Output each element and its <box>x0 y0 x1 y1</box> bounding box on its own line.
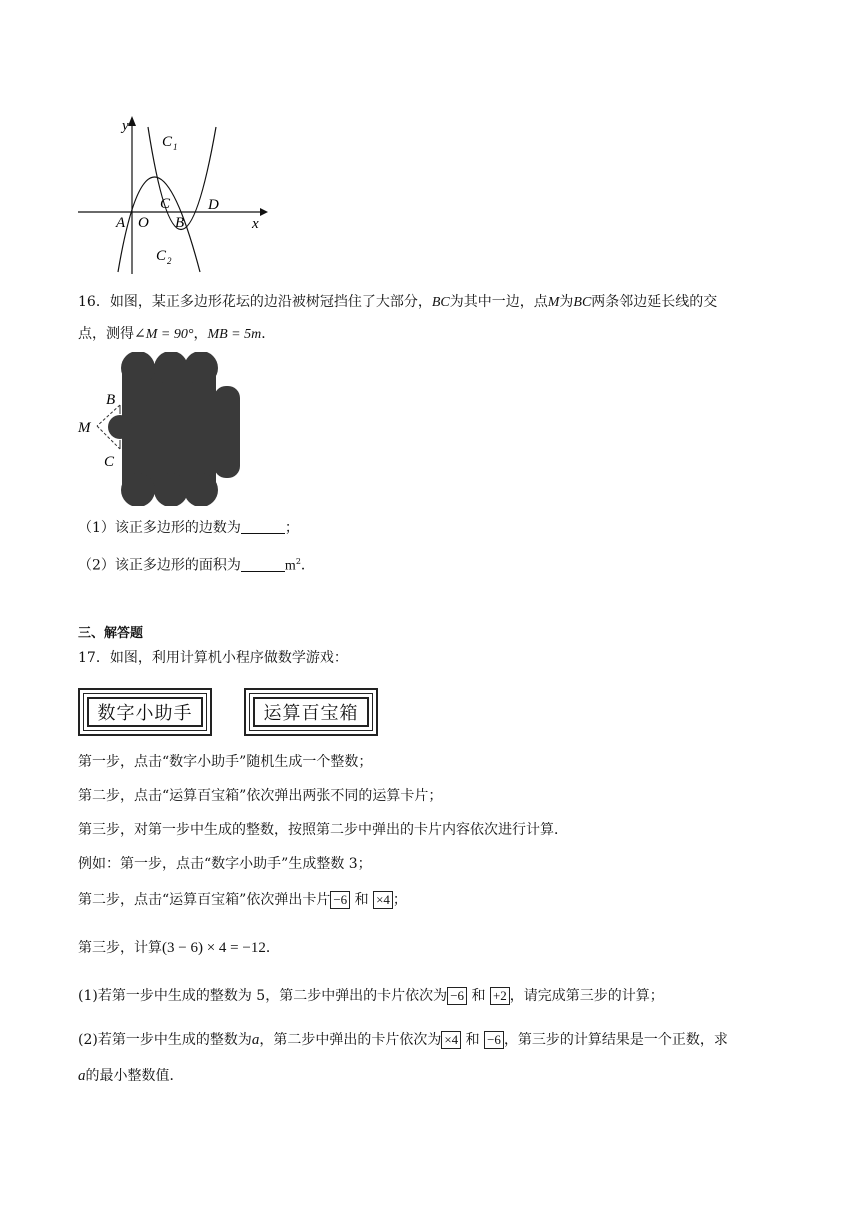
variable-a: a <box>251 1032 260 1048</box>
y-axis-arrow <box>128 116 136 126</box>
segment-bc-2: BC <box>573 295 592 310</box>
x-axis-arrow <box>260 208 268 216</box>
q17-intro: 17．如图，利用计算机小程序做数学游戏： <box>78 650 348 666</box>
variable-a-2: a <box>78 1068 86 1084</box>
segment-bc: BC <box>431 295 450 310</box>
c2-label: C <box>156 248 167 264</box>
q17-example3: 第三步，计算(3 − 6) × 4 = −12． <box>78 940 280 956</box>
example-expression: (3 − 6) × 4 = −12 <box>162 940 266 956</box>
answer-blank-1[interactable] <box>241 519 285 534</box>
fig-label-m: M <box>78 420 91 436</box>
point-d-label: D <box>208 197 219 213</box>
card-times-4: ×4 <box>373 891 393 909</box>
c1-label: C <box>162 134 173 150</box>
x-label: x <box>252 216 259 232</box>
q16-sub2: （2）该正多边形的面积为 $m^2$． <box>78 557 315 574</box>
q17-example1: 例如：第一步，点击“数字小助手”生成整数 3； <box>78 856 372 872</box>
q17-part2-line2: a的最小整数值． <box>78 1068 184 1084</box>
tree-crown <box>108 352 240 506</box>
card-minus-6-p2: −6 <box>484 1031 504 1049</box>
operation-box-button[interactable] <box>244 688 378 736</box>
angle-expression: ∠M = 90° <box>134 327 194 342</box>
q17-part2: (2)若第一步中生成的整数为a，第二步中弹出的卡片依次为 ×4 和 −6 ，第三步的计算结果是一个正数，求 <box>78 1032 728 1048</box>
fig-label-c: C <box>104 454 115 470</box>
operation-box-label: 运算百宝箱 <box>253 697 369 727</box>
card-times-4-p2: ×4 <box>441 1031 461 1049</box>
q16-line1: 16．如图，某正多边形花坛的边沿被树冠挡住了大部分，BC为其中一边，点M为BC两条邻边延长线的交 <box>78 294 718 310</box>
point-a-label: A <box>116 215 126 231</box>
q17-step1: 第一步，点击“数字小助手”随机生成一个整数； <box>78 754 373 770</box>
c2-subscript: 2 <box>167 256 172 266</box>
number-helper-button[interactable] <box>78 688 212 736</box>
parabola-graph <box>70 112 270 277</box>
point-b-label: B <box>175 215 185 231</box>
q17-step3: 第三步，对第一步中生成的整数，按照第二步中弹出的卡片内容依次进行计算． <box>78 822 568 838</box>
point-c-label: C <box>160 196 171 212</box>
point-m: M <box>547 295 560 310</box>
answer-blank-2[interactable] <box>241 557 285 572</box>
c1-subscript: 1 <box>173 142 178 152</box>
number-helper-label: 数字小助手 <box>87 697 203 727</box>
q16-sub1: （1）该正多边形的边数为 ； <box>78 520 299 536</box>
q17-step2: 第二步，点击“运算百宝箱”依次弹出两张不同的运算卡片； <box>78 788 443 804</box>
fig-label-b: B <box>106 392 116 408</box>
q16-line2: 点，测得∠M = 90°，MB = 5m． <box>78 326 276 342</box>
q17-part1: (1)若第一步中生成的整数为 5，第二步中弹出的卡片依次为 −6 和 +2 ，请完成第三步的计算； <box>78 988 664 1004</box>
mb-expression: MB = 5m <box>207 327 262 342</box>
tree-crown-figure <box>74 352 244 506</box>
y-label: y <box>122 118 129 134</box>
origin-label: O <box>138 215 149 231</box>
section-3-title: 三、解答题 <box>78 626 144 641</box>
card-plus-2-p1: +2 <box>490 987 510 1005</box>
q17-example2: 第二步，点击“运算百宝箱”依次弹出卡片 −6 和 ×4 ； <box>78 892 407 908</box>
card-minus-6-p1: −6 <box>447 987 467 1005</box>
card-minus-6: −6 <box>330 891 350 909</box>
